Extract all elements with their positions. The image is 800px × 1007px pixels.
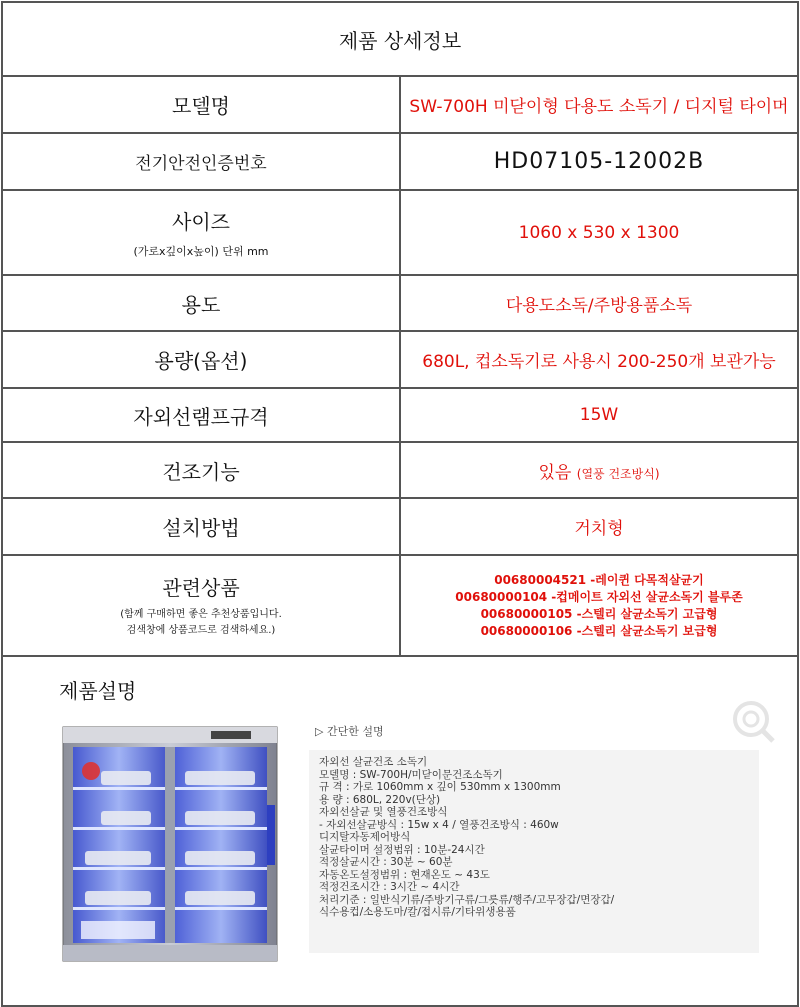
description-line: - 자외선살균방식 : 15w x 4 / 열풍건조방식 : 460w xyxy=(319,818,559,831)
search-watermark-icon xyxy=(729,697,777,745)
product-image xyxy=(61,725,283,965)
drying-value: 있음 xyxy=(538,462,572,483)
description-line: 자동온도설정범위 : 현재온도 ~ 43도 xyxy=(319,868,490,881)
description-line: 식수용컵/소용도마/칼/접시류/기타위생용품 xyxy=(319,906,516,918)
related-item[interactable]: 00680000104 -컵메이트 자외선 살균소독기 블루존 xyxy=(455,589,743,604)
description-line: 적정건조시간 : 3시간 ~ 4시간 xyxy=(319,881,460,893)
capacity-label: 용량(옵션) xyxy=(2,331,400,388)
size-value: 1060 x 530 x 1300 xyxy=(400,190,798,275)
description-line: 모델명 : SW-700H/미닫이문건조소독기 xyxy=(319,768,503,781)
description-section xyxy=(2,656,798,1006)
install-value: 거치형 xyxy=(400,498,798,555)
description-title: 제품설명 xyxy=(59,679,137,703)
description-line: 디지탈자동제어방식 xyxy=(319,831,411,843)
certification-label: 전기안전인증번호 xyxy=(2,133,400,190)
usage-label: 용도 xyxy=(2,275,400,331)
drying-label: 건조기능 xyxy=(2,442,400,498)
description-line: 처리기준 : 일반식기류/주방기구류/그릇류/행주/고무장갑/면장갑/ xyxy=(319,893,615,906)
related-label: 관련상품 xyxy=(162,576,240,600)
install-label: 설치방법 xyxy=(2,498,400,555)
description-line: 자외선살균 및 열풍건조방식 xyxy=(319,806,448,818)
model-value: SW-700H 미닫이형 다용도 소독기 / 디지털 타이머 xyxy=(400,76,798,133)
related-note-2: 검색창에 상품코드로 검색하세요.) xyxy=(126,625,276,636)
certification-value: HD07105-12002B xyxy=(400,133,798,190)
spec-table xyxy=(1,1,799,1007)
usage-value: 다용도소독/주방용품소독 xyxy=(400,275,798,331)
size-label: 사이즈 xyxy=(172,210,230,234)
uv-lamp-value: 15W xyxy=(400,388,798,442)
description-line: 적정살균시간 : 30분 ~ 60분 xyxy=(319,856,453,868)
model-label: 모델명 xyxy=(2,76,400,133)
related-label-cell xyxy=(2,555,400,656)
description-box xyxy=(309,750,759,953)
uv-lamp-label: 자외선램프규격 xyxy=(2,388,400,442)
drying-value-cell xyxy=(400,442,798,498)
description-line: 규 격 : 가로 1060mm x 깊이 530mm x 1300mm xyxy=(319,781,561,793)
size-label-cell xyxy=(2,190,400,275)
related-item[interactable]: 00680000106 -스텔리 살균소독기 보급형 xyxy=(480,623,718,638)
related-item[interactable]: 00680004521 -레이퀸 다목적살균기 xyxy=(494,572,704,587)
related-note-1: (함께 구매하면 좋은 추천상품입니다. xyxy=(120,609,282,620)
description-line: 자외선 살균건조 소독기 xyxy=(319,756,428,768)
drying-value-sub: (열풍 건조방식) xyxy=(576,466,660,481)
capacity-value: 680L, 컵소독기로 사용시 200-250개 보관가능 xyxy=(400,331,798,388)
related-item[interactable]: 00680000105 -스텔리 살균소독기 고급형 xyxy=(480,606,718,621)
page-title: 제품 상세정보 xyxy=(2,2,798,76)
simple-description-heading: ▷ 간단한 설명 xyxy=(315,725,384,738)
description-line: 살균타이머 설정범위 : 10분-24시간 xyxy=(319,843,485,856)
size-label-sub: (가로x깊이x높이) 단위 mm xyxy=(133,245,269,258)
description-line: 용 량 : 680L, 220v(단상) xyxy=(319,793,441,806)
related-products xyxy=(400,555,798,656)
